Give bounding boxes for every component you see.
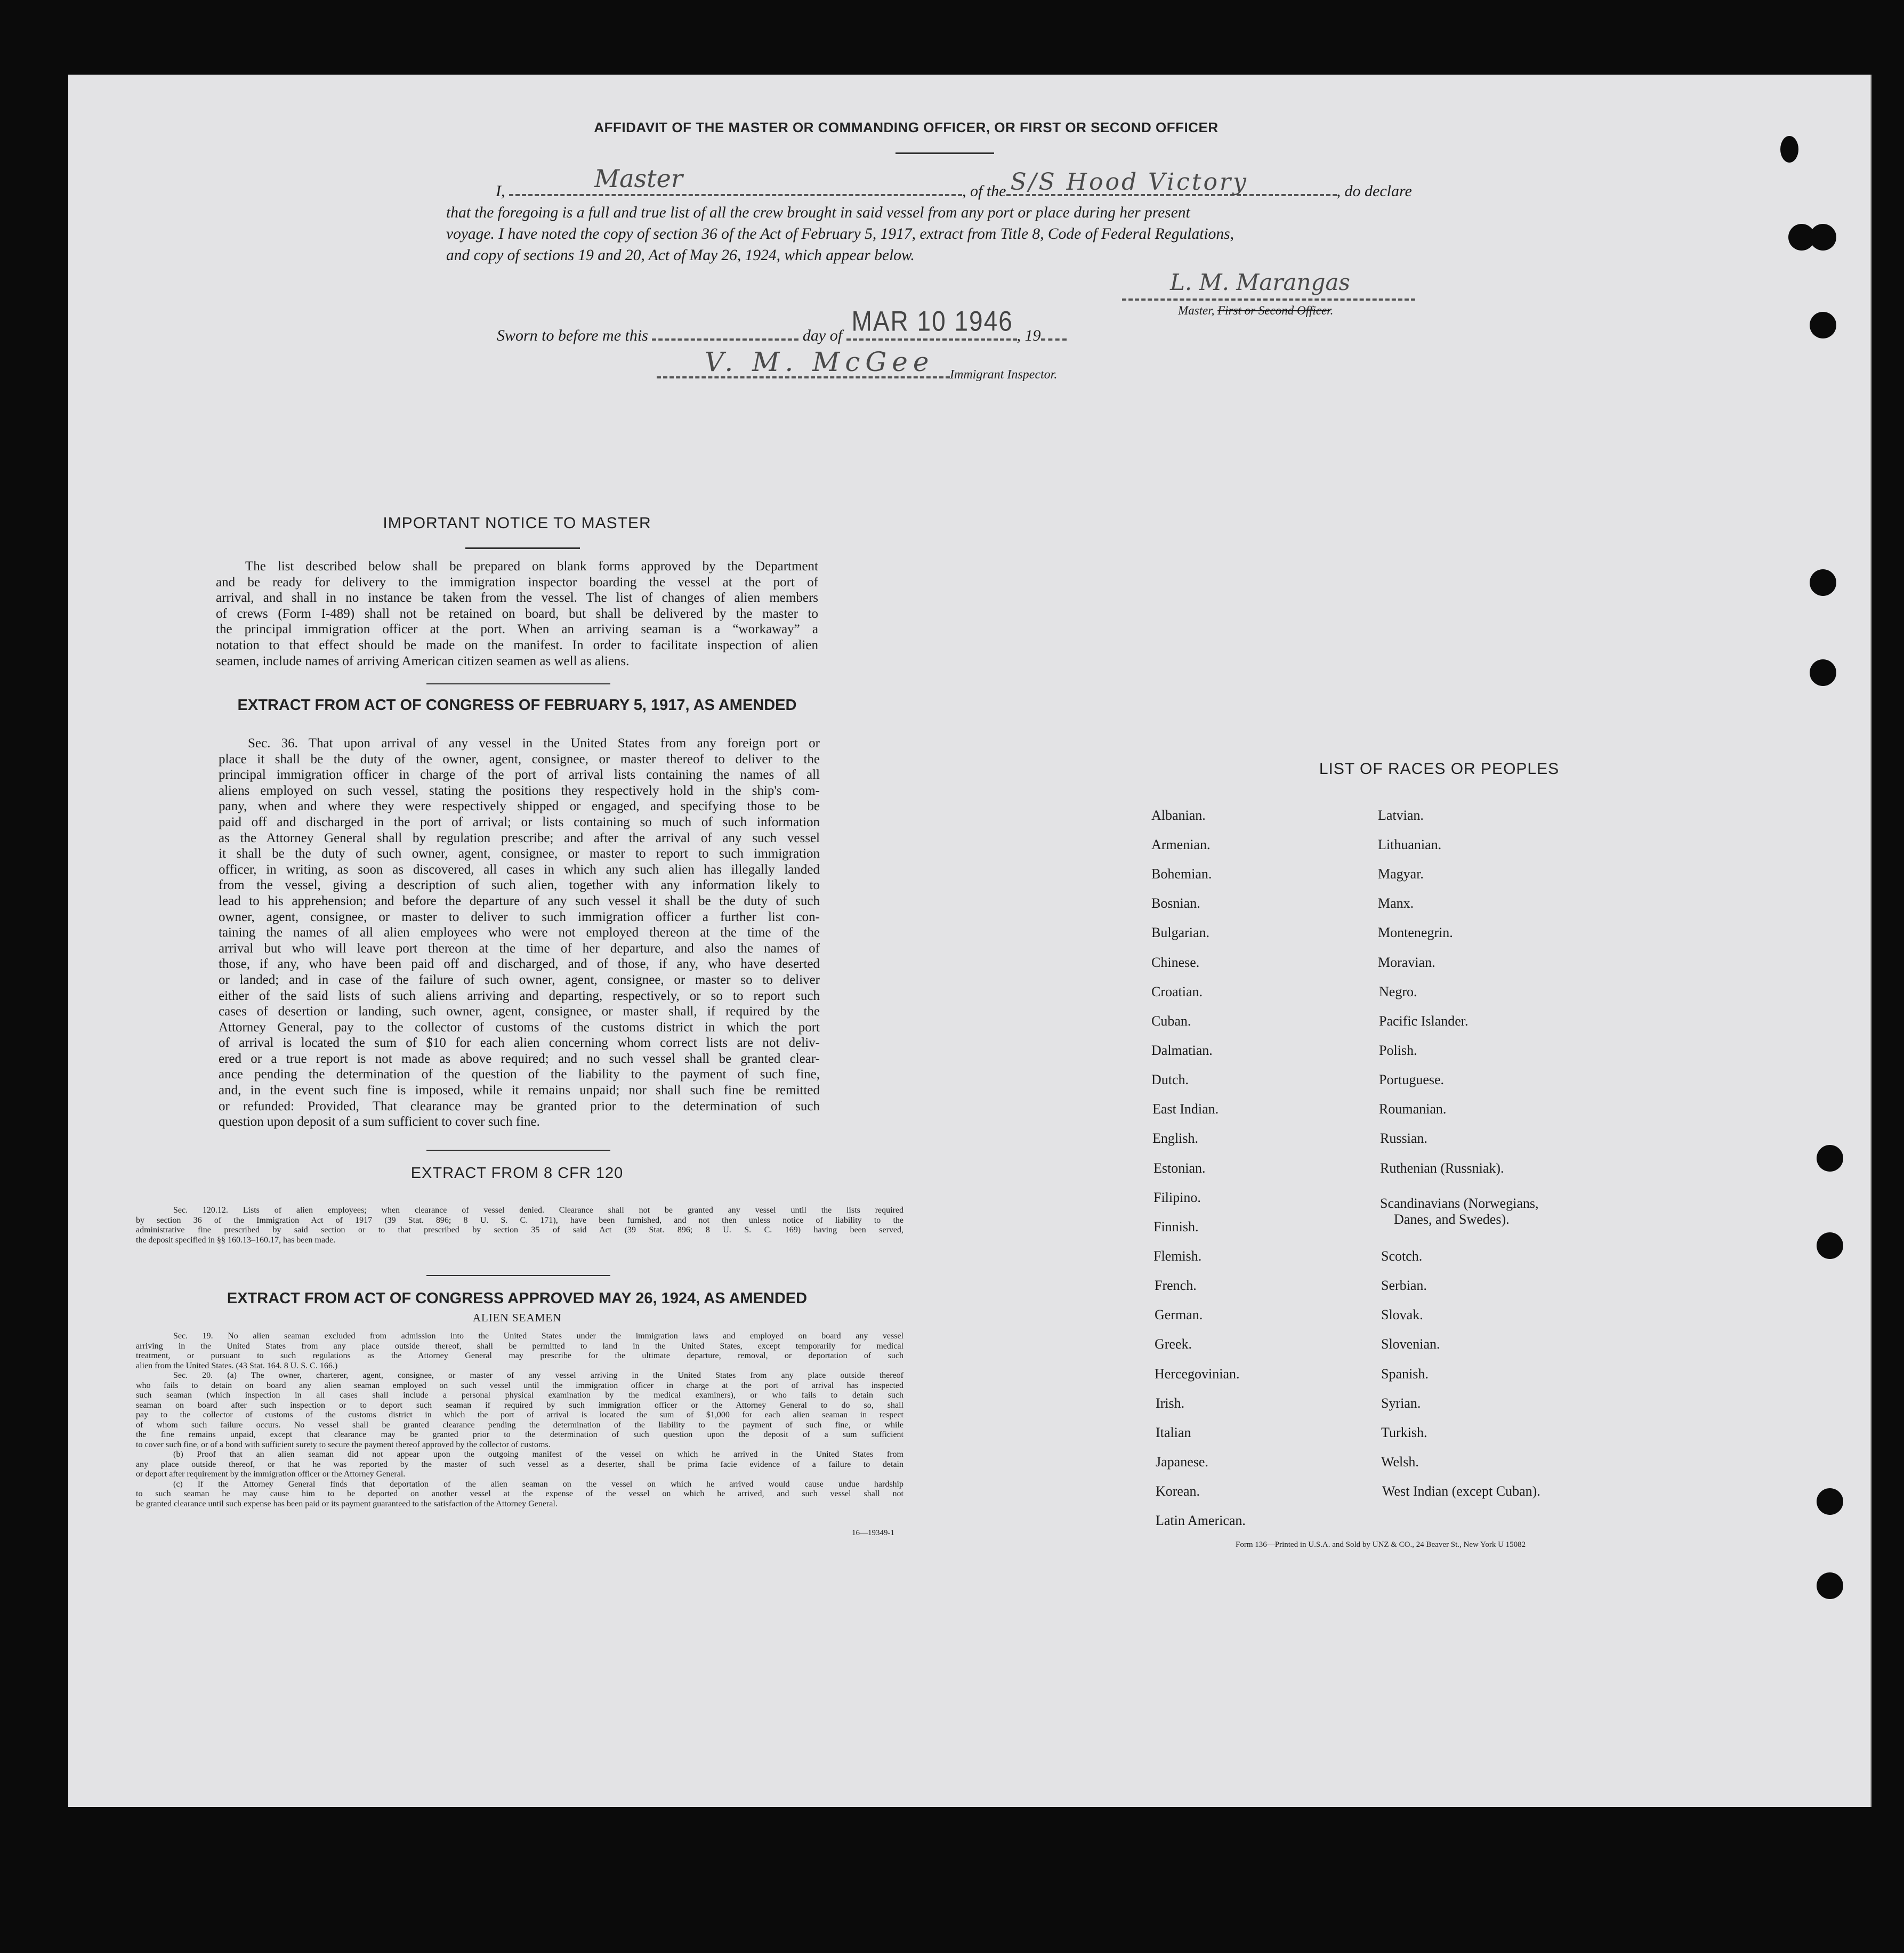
extract-1924-line: pay to the collector of customs of the customs district in which the port of arrival is located the sum of $1,000 for each alien seaman in respect bbox=[136, 1410, 903, 1419]
race-item: Greek. bbox=[1155, 1336, 1192, 1352]
race-item: Latvian. bbox=[1378, 808, 1424, 823]
race-item: Slovak. bbox=[1381, 1307, 1423, 1322]
race-item: Armenian. bbox=[1151, 837, 1211, 852]
race-item: Spanish. bbox=[1381, 1366, 1429, 1382]
race-item: Chinese. bbox=[1151, 955, 1200, 970]
race-item: Dutch. bbox=[1151, 1072, 1189, 1087]
punch-hole bbox=[1817, 1488, 1843, 1515]
extract-1924-line: to such seaman he may cause him to be deported on another vessel at the expense of the vessel on which he arrived, and such vessel shall not bbox=[136, 1489, 903, 1498]
sworn-year-field[interactable] bbox=[1041, 322, 1067, 341]
race-item: German. bbox=[1155, 1307, 1203, 1322]
extract-1917-line: arrival but who will leave port thereon at the time of her departure, and also the names of bbox=[219, 941, 820, 956]
race-item: Latin American. bbox=[1156, 1513, 1246, 1528]
extract-1917-line: it shall be the duty of such owner, agent, consignee, or master to report to such immigration bbox=[219, 846, 820, 861]
race-item: Filipino. bbox=[1153, 1190, 1201, 1205]
alien-seamen-subtitle: ALIEN SEAMEN bbox=[472, 1311, 562, 1324]
i-label: I, bbox=[496, 182, 505, 200]
race-item: Irish. bbox=[1156, 1395, 1185, 1411]
extract-1917-line: of arrival is located the sum of $10 for each alien concerning whom correct lists are not deliv- bbox=[219, 1036, 820, 1051]
extract-1924-line: seaman on board after such inspection or to deport such seaman if required by such immigration officer or the Attorney General to do so, shall bbox=[136, 1400, 903, 1410]
notice-line: the principal immigration officer at the port. When an arriving seaman is a “workaway” a bbox=[216, 622, 818, 637]
punch-hole bbox=[1817, 1572, 1843, 1599]
punch-hole bbox=[1810, 224, 1836, 251]
sworn-month-field[interactable] bbox=[846, 305, 1017, 341]
extract-1917-text bbox=[219, 736, 820, 1130]
affidavit-title: AFFIDAVIT OF THE MASTER OR COMMANDING OFFICER, OR FIRST OR SECOND OFFICER bbox=[594, 119, 1219, 135]
race-item: East Indian. bbox=[1152, 1101, 1219, 1117]
punch-hole bbox=[1817, 1232, 1843, 1259]
race-item: Bohemian. bbox=[1151, 866, 1212, 882]
race-item: Korean. bbox=[1156, 1483, 1200, 1499]
punch-hole bbox=[1780, 136, 1798, 163]
inspector-signature: V. M. McGee bbox=[705, 346, 934, 377]
race-item: Flemish. bbox=[1153, 1248, 1202, 1264]
race-item: Scotch. bbox=[1381, 1248, 1423, 1264]
notice-line: and be ready for delivery to the immigration inspector boarding the vessel at the port of bbox=[216, 575, 818, 590]
race-item: Dalmatian. bbox=[1151, 1043, 1213, 1058]
race-item: Montenegrin. bbox=[1378, 925, 1453, 940]
extract-1924-line: such seaman (which inspection in all cases shall include a personal physical examination by the medical examiners), or who fails to detain such bbox=[136, 1391, 903, 1400]
notice-line: notation to that effect should be made on the manifest. In order to facilitate inspection of alien bbox=[216, 637, 818, 652]
race-item: Bosnian. bbox=[1151, 895, 1200, 911]
notice-line: The list described below shall be prepared on blank forms approved by the Department bbox=[245, 559, 818, 574]
race-item: Lithuanian. bbox=[1378, 837, 1442, 852]
punch-hole bbox=[1810, 659, 1836, 686]
race-item-continued: Danes, and Swedes). bbox=[1394, 1212, 1510, 1227]
cfr-line: the deposit specified in §§ 160.13–160.17, has been made. bbox=[136, 1235, 336, 1245]
extract-1917-line: paid off and discharged in the port of arrival; or lists containing so much of such information bbox=[219, 814, 820, 829]
extract-1917-line: place it shall be the duty of the owner, agent, consignee, or master thereof to deliver to the bbox=[219, 752, 820, 766]
extract-1917-line: ered or a true report is not made as above required; and no such vessel shall be granted clear- bbox=[219, 1051, 820, 1066]
vessel-name-field[interactable] bbox=[1006, 168, 1337, 196]
year-label: , 19 bbox=[1016, 327, 1041, 344]
extract-1924-line: or deport after requirement by the immigration officer or the Attorney General. bbox=[136, 1470, 406, 1479]
master-signature: L. M. Marangas bbox=[1170, 269, 1350, 295]
race-item: Slovenian. bbox=[1381, 1336, 1440, 1352]
title-divider bbox=[895, 152, 994, 154]
section-divider bbox=[426, 683, 610, 684]
date-stamp: MAR 10 1946 bbox=[851, 305, 1013, 337]
master-name-field[interactable] bbox=[509, 164, 962, 196]
cfr-line: Sec. 120.12. Lists of alien employees; when clearance of vessel denied. Clearance shall not be granted any vessel until the lists required bbox=[173, 1206, 903, 1215]
extract-1924-line: alien from the United States. (43 Stat. 164. 8 U. S. C. 166.) bbox=[136, 1361, 338, 1370]
extract-1924-line: (b) Proof that an alien seaman did not appear upon the outgoing manifest of the vessel on which he arrived in the United States from bbox=[173, 1450, 903, 1459]
extract-1924-line: be granted clearance until such expense has been paid or its payment guaranteed to the satisfaction of the Attorney General. bbox=[136, 1499, 558, 1508]
race-item: French. bbox=[1155, 1278, 1197, 1293]
sworn-line bbox=[497, 305, 1067, 345]
extract-1924-line: Sec. 19. No alien seaman excluded from admission into the United States under the immigration laws and employed on board any vessel bbox=[173, 1331, 903, 1341]
race-item: Japanese. bbox=[1156, 1454, 1208, 1470]
of-the-label: , of the bbox=[962, 182, 1006, 200]
extract-1917-line: Attorney General, pay to the collector of customs of the customs district in which the port bbox=[219, 1020, 820, 1035]
race-item: Albanian. bbox=[1151, 808, 1206, 823]
notice-divider bbox=[465, 547, 580, 549]
extract-1917-line: Sec. 36. That upon arrival of any vessel in the United States from any foreign port or bbox=[248, 736, 820, 750]
extract-1917-line: question upon deposit of a sum sufficient to cover such fine. bbox=[219, 1115, 540, 1129]
extract-1917-line: as the Attorney General shall by regulation prescribe; and after the arrival of any such vessel bbox=[219, 830, 820, 845]
extract-1917-title: EXTRACT FROM ACT OF CONGRESS OF FEBRUARY 5, 1917, AS AMENDED bbox=[237, 697, 797, 714]
race-item: Welsh. bbox=[1381, 1454, 1419, 1470]
race-item: Bulgarian. bbox=[1151, 925, 1210, 940]
race-item: Italian bbox=[1156, 1425, 1191, 1440]
extract-1917-line: cases of desertion or landing, such owner, agent, consignee, or master shall, if required by the bbox=[219, 1004, 820, 1019]
extract-1924-line: (c) If the Attorney General finds that deportation of the alien seaman on the vessel on which he arrived would cause undue hardship bbox=[173, 1479, 903, 1489]
form-code: 16—19349-1 bbox=[852, 1529, 894, 1537]
race-item: Moravian. bbox=[1378, 955, 1435, 970]
extract-1924-line: to cover such fine, or of a bond with sufficient surety to secure the payment thereof approved by the collector of customs. bbox=[136, 1440, 551, 1449]
race-item: Ruthenian (Russniak). bbox=[1380, 1160, 1504, 1176]
printer-footer: Form 136—Printed in U.S.A. and Sold by UNZ & CO., 24 Beaver St., New York U 15082 bbox=[1236, 1540, 1526, 1549]
extract-1917-line: aliens employed on such vessel, stating the positions they respectively hold in the ship's com- bbox=[219, 783, 820, 798]
race-item: Turkish. bbox=[1381, 1425, 1427, 1440]
extract-1917-line: either of the said lists of such aliens arriving and departing, respectively, or so to report such bbox=[219, 988, 820, 1003]
race-item: Russian. bbox=[1380, 1131, 1427, 1146]
extract-cfr-text bbox=[136, 1206, 903, 1245]
sworn-day-field[interactable] bbox=[652, 322, 798, 341]
extract-1924-line: treatment, or pursuant to such regulations as the Attorney General may prescribe for the ultimate departure, removal, or deportation of such bbox=[136, 1351, 903, 1360]
extract-1917-line: ance pending the determination of the question of the liability to the payment of such fine, bbox=[219, 1067, 820, 1082]
inspector-line bbox=[657, 346, 1058, 382]
affidavit-body-2: voyage. I have noted the copy of section 36 of the Act of February 5, 1917, extract from Title 8, Code of Federal Regulations, bbox=[446, 225, 1234, 243]
punch-hole bbox=[1810, 312, 1836, 338]
extract-cfr-title: EXTRACT FROM 8 CFR 120 bbox=[410, 1165, 624, 1182]
section-divider bbox=[426, 1275, 610, 1276]
race-item: Manx. bbox=[1378, 895, 1414, 911]
punch-hole bbox=[1817, 1145, 1843, 1172]
inspector-label: Immigrant Inspector. bbox=[950, 368, 1058, 382]
extract-1917-line: and, in the event such fine is imposed, while it remains unpaid; nor shall such fine be remitted bbox=[219, 1083, 820, 1098]
race-item: Cuban. bbox=[1151, 1013, 1191, 1029]
notice-title: IMPORTANT NOTICE TO MASTER bbox=[383, 514, 651, 532]
race-item: Scandinavians (Norwegians, bbox=[1380, 1196, 1539, 1211]
races-title: LIST OF RACES OR PEOPLES bbox=[1319, 760, 1560, 778]
race-item: Portuguese. bbox=[1379, 1072, 1445, 1087]
extract-1924-text bbox=[136, 1331, 903, 1509]
race-item: West Indian (except Cuban). bbox=[1382, 1483, 1540, 1499]
signature-caption: Master, First or Second Officer. bbox=[1178, 304, 1334, 317]
race-item: Roumanian. bbox=[1379, 1101, 1447, 1117]
extract-1917-line: those, if any, who have been paid off and discharged, and of those, if any, who have deserted bbox=[219, 957, 820, 972]
race-item: Serbian. bbox=[1381, 1278, 1427, 1293]
extract-1924-title: EXTRACT FROM ACT OF CONGRESS APPROVED MAY 26, 1924, AS AMENDED bbox=[227, 1290, 808, 1307]
extract-1924-line: any place outside thereof, or that he was reported by the master of such vessel as a deserter, shall be prima facie evidence of a failure to detain bbox=[136, 1459, 903, 1469]
notice-line: arrival, and shall in no instance be taken from the vessel. The list of changes of alien members bbox=[216, 591, 818, 606]
vessel-name-value: S/S Hood Victory bbox=[1010, 168, 1248, 196]
affidavit-body-1: that the foregoing is a full and true list of all the crew brought in said vessel from any port or place during her present bbox=[446, 204, 1190, 221]
extract-1924-line: Sec. 20. (a) The owner, charterer, agent, consignee, or master of any vessel arriving in the United States from any place outside thereof bbox=[173, 1371, 903, 1380]
section-divider bbox=[426, 1150, 610, 1151]
extract-1917-line: or landed; and in case of the failure of such owner, agent, consignee, or master so to deliver bbox=[219, 972, 820, 987]
race-item: Finnish. bbox=[1153, 1219, 1199, 1234]
extract-1917-line: or refunded: Provided, That clearance may be granted prior to the determination of such bbox=[219, 1099, 820, 1113]
extract-1917-line: officer, in writing, as soon as discovered, all cases in which any such alien has illegally landed bbox=[219, 862, 820, 877]
master-name-value: Master bbox=[594, 164, 683, 193]
race-item: English. bbox=[1152, 1131, 1198, 1146]
extract-1924-line: the fine remains unpaid, except that clearance may be granted prior to the determination of such question upon the deposit of a sum sufficient bbox=[136, 1430, 903, 1439]
extract-1917-line: lead to his apprehension; and before the departure of any such vessel it shall be the duty of such bbox=[219, 893, 820, 908]
extract-1924-line: of whom such failure occurs. No vessel shall be granted clearance pending the determination of the liability to the payment of such fine, or while bbox=[136, 1420, 903, 1430]
affidavit-body-3: and copy of sections 19 and 20, Act of May 26, 1924, which appear below. bbox=[446, 247, 915, 264]
notice-line: seamen, include names of arriving American citizen seamen as well as aliens. bbox=[216, 653, 630, 668]
race-item: Hercegovinian. bbox=[1155, 1366, 1240, 1382]
notice-line: of crews (Form I-489) shall not be retained on board, but shall be delivered by the master to bbox=[216, 606, 818, 621]
cfr-line: administrative fine prescribed by said section or to that prescribed by section 35 of said Act (39 Stat. 896; 8 U. S. C. 169) having been served, bbox=[136, 1225, 903, 1234]
race-item: Polish. bbox=[1379, 1043, 1417, 1058]
race-item: Magyar. bbox=[1378, 866, 1424, 882]
day-of-label: day of bbox=[802, 327, 843, 344]
extract-1924-line: who fails to detain on board any alien seaman employed on such vessel until the immigration officer in charge at the port of arrival has inspected bbox=[136, 1381, 903, 1390]
race-item: Estonian. bbox=[1153, 1160, 1206, 1176]
notice-text bbox=[216, 559, 818, 669]
sworn-label: Sworn to before me this bbox=[497, 327, 648, 344]
extract-1917-line: principal immigration officer in charge of the port of arrival lists containing the names of all bbox=[219, 768, 820, 782]
do-declare-label: , do declare bbox=[1336, 182, 1412, 200]
signature-line bbox=[1122, 298, 1415, 301]
race-item: Croatian. bbox=[1151, 984, 1203, 999]
race-item: Pacific Islander. bbox=[1379, 1013, 1469, 1029]
race-item: Syrian. bbox=[1381, 1395, 1421, 1411]
inspector-signature-field[interactable] bbox=[657, 346, 950, 378]
cfr-line: by section 36 of the Immigration Act of 1917 (39 Stat. 896; 8 U. S. C. 171), have been furnished, and not then unless notice of liability to the bbox=[136, 1215, 903, 1225]
declaration-line bbox=[496, 164, 1412, 200]
extract-1917-line: owner, agent, consignee, or master to deliver to such immigration officer a further list con- bbox=[219, 909, 820, 924]
punch-hole bbox=[1810, 569, 1836, 596]
extract-1917-line: from the vessel, giving a description of such alien, together with any information likely to bbox=[219, 878, 820, 893]
extract-1917-line: taining the names of all alien employees who were not employed thereon at the time of the bbox=[219, 925, 820, 940]
extract-1924-line: arriving in the United States from any place outside thereof, shall be permitted to land in the United States, except temporarily for medical bbox=[136, 1341, 903, 1351]
race-item: Negro. bbox=[1379, 984, 1417, 999]
extract-1917-line: pany, when and where they were respectively shipped or engaged, and specifying those to be bbox=[219, 799, 820, 814]
